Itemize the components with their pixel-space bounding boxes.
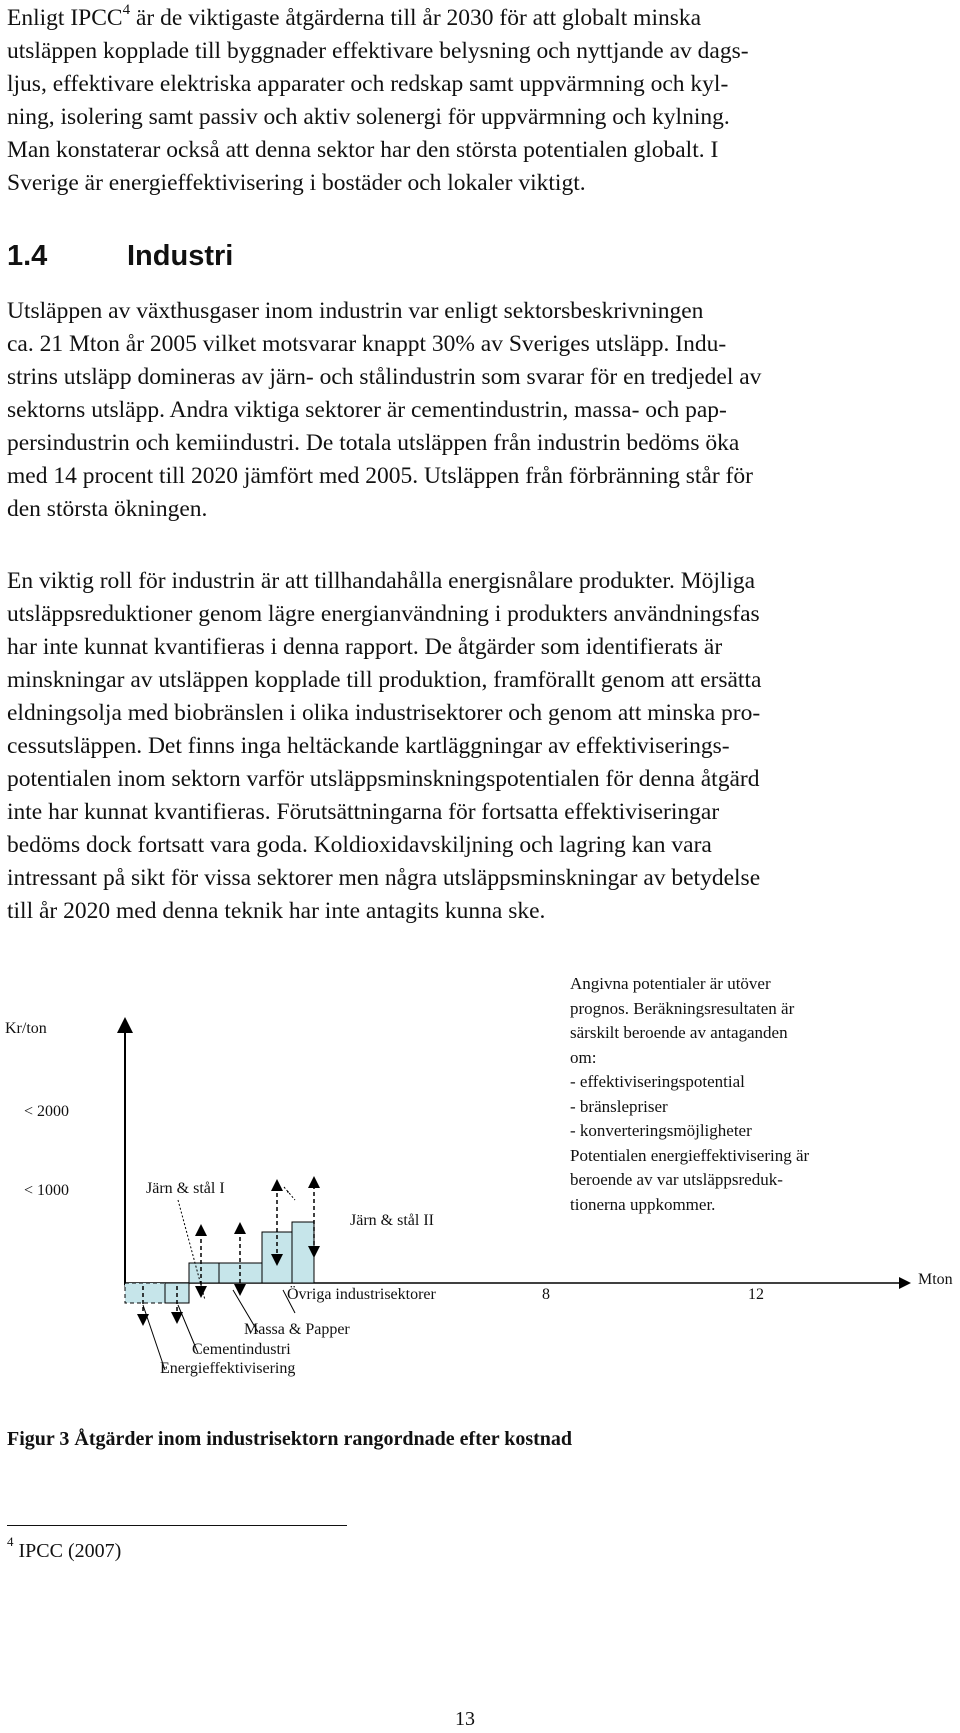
- text-line: ca. 21 Mton år 2005 vilket motsvarar knappt 30% av Sveriges utsläpp. Indu-: [7, 331, 727, 357]
- page-number: 13: [455, 1708, 475, 1730]
- text-line: potentialen inom sektorn varför utsläppsminskningspotentialen för denna åtgärd: [7, 766, 760, 792]
- note-line: Angivna potentialer är utöver: [570, 974, 771, 993]
- bar-massa-papper: [189, 1263, 219, 1283]
- note-line: - konverteringsmöjligheter: [570, 1121, 752, 1140]
- y-tick-1000: < 1000: [24, 1182, 70, 1199]
- text-line: till år 2020 med denna teknik har inte antagits kunna ske.: [7, 898, 546, 924]
- text-line: cessutsläppen. Det finns inga heltäckande kartläggningar av effektiviserings-: [7, 733, 730, 759]
- text-line: persindustrin och kemiindustri. De totala utsläppen från industrin bedöms öka: [7, 430, 740, 456]
- note-line: - effektiviseringspotential: [570, 1072, 745, 1091]
- paragraph-emissions: [7, 295, 937, 526]
- text-line: utsläppsreduktioner genom lägre energianvändning i produkters användningsfas: [7, 601, 760, 627]
- note-line: - bränslepriser: [570, 1096, 668, 1116]
- text-line: strins utsläpp domineras av järn- och stålindustrin som svarar för en tredjedel av: [7, 364, 762, 390]
- text-line: Man konstaterar också att denna sektor har den största potentialen globalt. I: [7, 137, 719, 163]
- note-line: prognos. Beräkningsresultaten är: [570, 998, 795, 1018]
- text-line: ning, isolering samt passiv och aktiv solenergi för uppvärmning och kylning.: [7, 104, 730, 130]
- section-title: Industri: [127, 240, 234, 272]
- note-line: om:: [570, 1047, 597, 1067]
- assumption-note: [570, 972, 809, 1217]
- label-ovriga-industrisektorer: Övriga industrisektorer: [287, 1286, 436, 1303]
- text-line: sektorns utsläpp. Andra viktiga sektorer är cementindustrin, massa- och pap-: [7, 397, 727, 423]
- text-line: Enligt IPCC$^4$ är de viktigaste åtgärderna till år 2030 för att globalt minska: [7, 2, 702, 31]
- note-line: beroende av var utsläppsreduk-: [570, 1170, 783, 1189]
- text-line: Sverige är energieffektivisering i bostäder och lokaler viktigt.: [7, 170, 586, 196]
- text-line: med 14 procent till 2020 jämfört med 2005. Utsläppen från förbränning står för: [7, 463, 753, 489]
- text-line: eldningsolja med biobränslen i olika industrisektorer och genom att minska pro-: [7, 700, 761, 726]
- leader-ovriga: [284, 1187, 295, 1200]
- note-line: tionerna uppkommer.: [570, 1194, 716, 1214]
- paragraph-measures: [7, 565, 937, 928]
- measure-bars: [125, 1222, 314, 1303]
- text-line: minskningar av utsläppen kopplade till produktion, framförallt genom att ersätta: [7, 667, 762, 693]
- text-line: den största ökningen.: [7, 496, 208, 522]
- x-axis-label: Mton: [918, 1271, 953, 1288]
- footnote-marker: 4: [7, 1534, 14, 1550]
- label-jarn-stal-2: Järn & stål II: [350, 1212, 434, 1229]
- text-line: bedöms dock fortsatt vara goda. Koldioxidavskiljning och lagring kan vara: [7, 832, 712, 858]
- figure-caption: Figur 3 Åtgärder inom industrisektorn rangordnade efter kostnad: [7, 1428, 573, 1450]
- label-cementindustri: Cementindustri: [192, 1341, 291, 1358]
- section-number: 1.4: [7, 240, 48, 272]
- bar-energieffektivisering: [125, 1283, 165, 1303]
- label-massa-papper: Massa & Papper: [244, 1321, 350, 1338]
- text-line: Utsläppen av växthusgaser inom industrin var enligt sektorsbeskrivningen: [7, 298, 704, 324]
- intro-paragraph: [7, 2, 937, 200]
- x-tick-8: 8: [542, 1286, 550, 1303]
- text-line: intressant på sikt för vissa sektorer men några utsläppsminskningar av betydelse: [7, 865, 761, 891]
- cost-curve-figure: [0, 960, 960, 1400]
- cost-curve-graphic: [0, 960, 960, 1400]
- text-line: utsläppen kopplade till byggnader effektivare belysning och nyttjande av dags-: [7, 38, 749, 64]
- section-heading: [7, 240, 233, 273]
- y-tick-2000: < 2000: [24, 1103, 70, 1120]
- footnote-reference: 4: [122, 2, 131, 19]
- x-tick-12: 12: [748, 1286, 764, 1303]
- footnote-divider: [7, 1525, 347, 1526]
- bar-jarn-stal-2: [292, 1222, 314, 1283]
- label-jarn-stal-1: Järn & stål I: [146, 1180, 225, 1197]
- text-line: En viktig roll för industrin är att tillhandahålla energisnålare produkter. Möjliga: [7, 568, 756, 594]
- text-line: ljus, effektivare elektriska apparater och redskap samt uppvärmning och kyl-: [7, 71, 729, 97]
- footnote: [7, 1534, 122, 1563]
- text-line: inte har kunnat kvantifieras. Förutsättningarna för fortsatta effektiviseringar: [7, 799, 720, 825]
- label-energieffektivisering: Energieffektivisering: [160, 1360, 296, 1377]
- footnote-text: IPCC (2007): [13, 1540, 122, 1562]
- y-axis-label: Kr/ton: [5, 1020, 47, 1037]
- note-line: Potentialen energieffektivisering är: [570, 1145, 810, 1165]
- note-line: särskilt beroende av antaganden: [570, 1023, 788, 1042]
- text-line: har inte kunnat kvantifieras i denna rapport. De åtgärder som identifierats är: [7, 634, 723, 660]
